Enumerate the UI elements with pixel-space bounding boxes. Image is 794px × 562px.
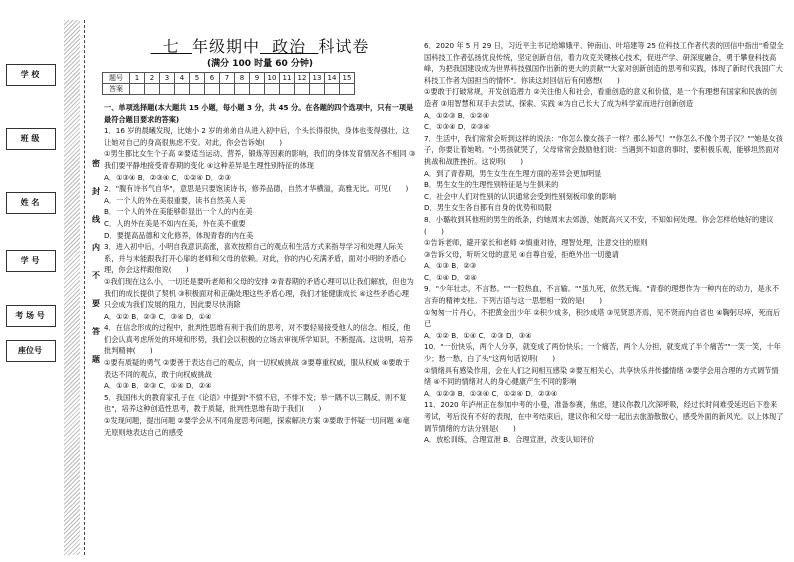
question-text: ①男生都比女生个子高 ②要适当运动、营养，锻炼等因素的影响，我们的身体发育情况各不相同 ③我们要平静地接受青春期的变化 ④这种差异是生理性别特征的体现: [104, 149, 416, 170]
question-text: ③告诉父母，听听父母的意见 ④自尊自爱，拒绝外出一切邀请: [424, 249, 619, 259]
question-number: 10: [265, 73, 280, 84]
question-number: 6: [205, 73, 220, 84]
question-text: 10．"一份快乐，两个人分享，就变成了两份快乐；一个痛苦，两个人分担，就变成了半个痛苦""一笑一笑，十年少；愁一愁，白了头"这两句话说明( ): [424, 342, 781, 364]
question-text: C．①③④ D．②③④: [424, 122, 490, 132]
question-number: 11: [280, 73, 295, 84]
answer-cell[interactable]: [220, 84, 235, 95]
question-text: C．①④ D．②④: [424, 272, 477, 282]
question-text: ①匆匆一片丹心，不把黄金出少年 ②积少成多，积沙成塔 ③见贤思齐焉，见不贤而内自省也 ④鞠躬尽瘁，死而后已: [424, 307, 781, 329]
question-number: 13: [310, 73, 325, 84]
answer-cell[interactable]: [130, 84, 145, 95]
question-text: A．一个人的外在美很重要，读书自然美人美: [104, 195, 246, 205]
question-text: A．①③④ B．②③④ C．①②④ D．②③: [104, 172, 231, 182]
binding-strip: [64, 20, 80, 555]
question-text: C．社会中人们对性别的认识通常会受到性别刻板印象的影响: [424, 191, 616, 201]
answer-cell[interactable]: [145, 84, 160, 95]
question-text: 3．进入初中后，小明自我意识高涨，喜欢按照自己的观点和生活方式来指导学习和处理人际关系，并与未能跟我打开心扉的老师和父母的依赖。对此，你的内心充满矛盾，面对小明的矛盾心理，你会这样跟他说( ): [104, 242, 406, 275]
answer-cell[interactable]: [175, 84, 190, 95]
question-text: ①告诉老师，避开家长和老师 ②慎重对待，理智处理，注意交往的原则: [424, 238, 648, 248]
right-column: [424, 40, 784, 446]
answer-cell[interactable]: [280, 84, 295, 95]
question-number: 9: [250, 73, 265, 84]
left-column: [104, 102, 416, 438]
question-text: 1．16 岁的晨曦发现，比她小 2 岁的弟弟自从进入初中后，个头长得很快，身体也变得强壮，这让她对自己的身高很焦虑不安。对此，你会告诉她( ): [104, 126, 410, 147]
question-text: A．①②③ B．①③④ C．①②④ D．②③④: [424, 388, 558, 398]
name-label: 姓 名: [20, 198, 40, 207]
question-text: 6．2020 年 5 月 29 日，习近平主书记给嫦娥平、钟南山、叶培建等 25 位科技工作者代表的回信中指出"希望全国科技工作者弘扬优良传统，坚定创新自信，着力攻克关键核心技术，促进产学、研深度融合，勇于攀登科技高峰，为把我国建设成为世界科技强国作出新的更大的贡献""大家对创新创造的思考和实践，体现了新时代我国广大科技工作者为国担当的情怀"。你读这封回信后有何感想( ): [424, 41, 784, 85]
seat-label: 座位号: [18, 346, 42, 355]
question-text: A．①② B．②③ C．③④ D．①④: [104, 311, 212, 321]
answer-cell[interactable]: [190, 84, 205, 95]
answer-cell[interactable]: [250, 84, 265, 95]
question-number: 3: [160, 73, 175, 84]
question-text: B．一个人的外在美能够彰显出一个人的内在美: [104, 207, 253, 217]
question-text: 4．在信念形成的过程中，批判性思维有利于我们的思考，对不要轻易接受他人的信念。相反，他们会认真考虑所处的环境和形势，我们会以积极的立场去审视所学知识，不断提高。这说明，培养批判精神( ): [104, 323, 414, 356]
question-number: 12: [295, 73, 310, 84]
seal-line: [84, 20, 85, 555]
question-text: 8．小璐收到其他班的男生的纸条，约她周末去郊游，她既高兴又不安，不知如何处理。你会怎样给她好的建议( ): [424, 214, 774, 236]
school-label: 学 校: [20, 70, 40, 79]
section-heading: 一、单项选择题(本大题共 15 小题，每小题 3 分，共 45 分。在各题的四个选项中，只有一项是最符合题目要求的答案): [104, 103, 414, 124]
question-text: C．人的外在美是不如内在美，外在美不重要: [104, 218, 246, 228]
score-info: (满分 100 时量 60 分钟): [206, 59, 314, 69]
question-text: A．①②③ B．①②④: [424, 110, 490, 120]
question-text: 5．我国伟大的教育家孔子在《论语》中提到"不愤不启，不悱不发；举一隅不以三隅反，则不复也"，培养这种创造性思考，教于质疑，批判性思维有助于我们( ): [104, 392, 407, 414]
question-number: 14: [325, 73, 340, 84]
question-number: 5: [190, 73, 205, 84]
answer-cell[interactable]: [205, 84, 220, 95]
answer-cell[interactable]: [310, 84, 325, 95]
question-text: ①情绪具有感染作用，会在人们之间相互感染 ②要互相关心，共享快乐并传播情绪 ③要学会用合理的方式调节情绪 ④不同的情绪对人的身心健康产生不同的影响: [424, 365, 779, 387]
question-text: A．①② B．①④ C．②③ D．③④: [424, 330, 532, 340]
page-title: 七 年级期中 政治 科试卷: [162, 37, 370, 56]
exam-room-label: 考 场 号: [15, 311, 45, 320]
answer-grid: [102, 72, 355, 95]
question-text: 11．2020 年泸州正在参加中考的小曼，准备参赛，焦虑，建议你教几次深呼吸，经过长时间难受延迟后下卷来考试，考后没有不好的表现，在中考结束后，建议你和父母一起出去旅游散散心，感受外面的新风光。以上体现了调节情绪的方法分别是( ): [424, 400, 784, 433]
question-text: ①我们现在这么小，一切还是要听老师和父母的安排 ②青春期的矛盾心理可以让我们解放，但也为我们的成长提供了契机 ③积极面对和正确处理这些矛盾心理，我们才能健康成长 ④这些矛盾心理只会成为我们发展的阻力，因此要尽快消除: [104, 276, 414, 310]
question-text: 7．生活中，我们常常会听到这样的说法："你怎么像女孩子一样？那么矫气！""你怎么不像个男子汉？""她是女孩子，你要让着她哟。"小男孩就哭了，父母常常会鼓励他们说：当遇到不如意的事时，要积极乐观，能够坦然面对挑战和战胜挫折。这说明( ): [424, 133, 783, 166]
question-number: 1: [130, 73, 145, 84]
question-text: A．①③ B．②③ C．①④ D．②④: [104, 381, 212, 391]
question-text: 2．"腹有诗书气自华"，意思是只要饱读诗书，修养品德，自然才华横溢，高雅无比。可见( ): [104, 184, 409, 194]
answer-cell[interactable]: [265, 84, 280, 95]
question-text: A．到了青春期，男生女生在生理方面的差异会更加明显: [424, 168, 602, 178]
question-text: ①要有质疑的勇气 ②要善于表达自己的观点，向一切权威挑战 ③要尊重权威，服从权威 ④要敢于表达不同的观点，敢于向权威挑战: [104, 358, 410, 379]
question-number: 15: [340, 73, 355, 84]
student-id-label: 学 号: [20, 256, 40, 265]
question-text: D．男生女生各自都有自身的优势和局限: [424, 203, 552, 213]
question-number: 8: [235, 73, 250, 84]
answer-cell[interactable]: [325, 84, 340, 95]
question-text: B．男生女生的生理性别特征是与生俱来的: [424, 180, 559, 190]
question-number: 7: [220, 73, 235, 84]
question-text: D．要提高品德和文化修养，体现青春的内在美: [104, 230, 254, 240]
answer-cell[interactable]: [160, 84, 175, 95]
seal-warning: 密 封 线 内 不 要 答 题: [92, 159, 100, 364]
question-number: 4: [175, 73, 190, 84]
question-no-header: 题号: [103, 73, 130, 84]
answer-cell[interactable]: [340, 84, 355, 95]
question-text: A．①③ B．②③: [424, 261, 477, 271]
question-number: 2: [145, 73, 160, 84]
question-text: A．放松训练，合理宣泄 B．合理宣泄，改变认知评价: [424, 435, 595, 445]
question-text: ①要敢于打破常规，开发创造潜力 ②关注他人和社会，看重创造的意义和价值，是一个有理想有国家和民族的创造者 ③用智慧和双手去尝试、探索、实践 ④为自己长大了成为科学家而进行创新创造: [424, 87, 777, 108]
question-text: 9．"少年壮志，不言愁。""一腔热血，不言输。""虽九死，依然无悔。"青春的理想作为一种内在的动力，是永不言弃的精神支柱。下列古语与这一思想相一致的是( ): [424, 284, 780, 306]
answer-header: 答案: [103, 84, 130, 95]
question-text: ①发现问题，提出问题 ②要学会从不同角度思考问题，探索解决方案 ③要敢于怀疑一切问题 ④毫无原则地表达自己的感受: [104, 416, 410, 437]
answer-cell[interactable]: [295, 84, 310, 95]
answer-cell[interactable]: [235, 84, 250, 95]
class-label: 班 级: [20, 134, 40, 143]
